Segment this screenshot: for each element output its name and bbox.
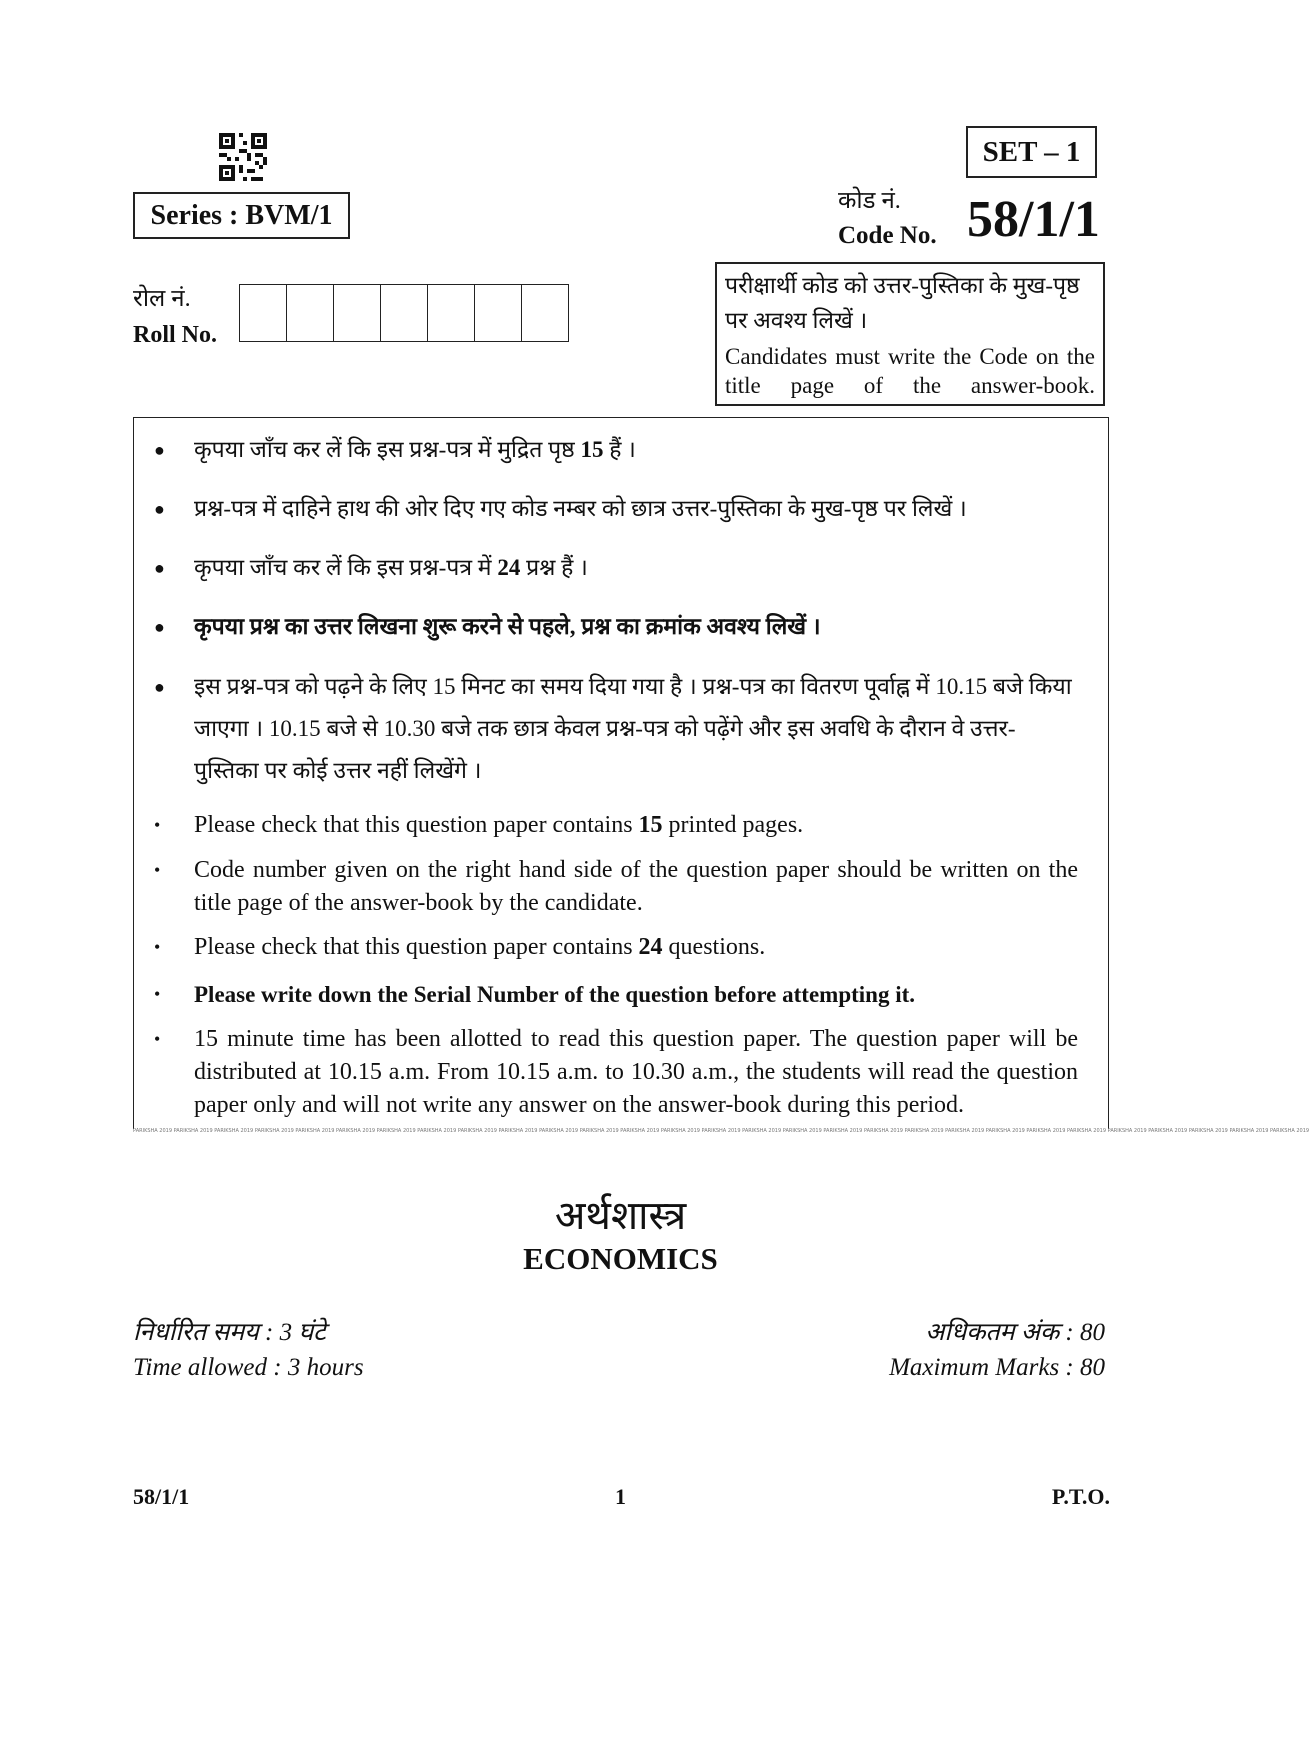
roll-digit-box[interactable] bbox=[428, 285, 475, 341]
time-allowed-hindi: निर्धारित समय : 3 घंटे bbox=[133, 1319, 326, 1346]
watermark-text: PARIKSHA 2019 bbox=[984, 1128, 1025, 1134]
watermark-text: PARIKSHA 2019 bbox=[781, 1128, 822, 1134]
time-allowed-english: Time allowed : 3 hours bbox=[133, 1354, 364, 1381]
instruction-text: कृपया प्रश्न का उत्तर लिखना शुरू करने से पहले, प्रश्न का क्रमांक अवश्य लिखें । bbox=[194, 614, 821, 639]
roll-digit-box[interactable] bbox=[381, 285, 428, 341]
instructions-box bbox=[133, 417, 1109, 1129]
instruction-text: Please check that this question paper contains 24 questions. bbox=[194, 934, 766, 960]
roll-digit-box[interactable] bbox=[240, 285, 287, 341]
instruction-text: कृपया जाँच कर लें कि इस प्रश्न-पत्र में 24 प्रश्न हैं । bbox=[194, 555, 588, 580]
watermark-text: PARIKSHA 2019 bbox=[334, 1128, 376, 1134]
roll-number-grid[interactable] bbox=[239, 284, 569, 342]
maximum-marks-english: Maximum Marks : 80 bbox=[889, 1354, 1105, 1381]
bullet-icon: ● bbox=[154, 440, 165, 460]
watermark-text: PARIKSHA 2019 bbox=[537, 1128, 579, 1134]
page-number: 1 bbox=[615, 1484, 626, 1509]
bullet-icon: ● bbox=[154, 677, 165, 697]
candidate-note-box bbox=[715, 262, 1105, 406]
watermark-text: PARIKSHA 2019 bbox=[699, 1128, 741, 1134]
watermark-text: PARIKSHA 2019 bbox=[253, 1128, 294, 1134]
please-turn-over: P.T.O. bbox=[1051, 1484, 1110, 1509]
code-label-hindi: कोड नं. bbox=[838, 188, 901, 214]
instruction-text: Code number given on the right hand side of the question paper should be written on the title page of the answer-book by the candidate. bbox=[194, 857, 1078, 916]
watermark-text: PARIKSHA 2019 bbox=[293, 1128, 335, 1134]
instruction-text: कृपया जाँच कर लें कि इस प्रश्न-पत्र में मुद्रित पृष्ठ 15 हैं । bbox=[194, 437, 636, 462]
watermark-text: PARIKSHA 2019 bbox=[133, 1128, 173, 1134]
roll-label-hindi: रोल नं. bbox=[133, 286, 191, 312]
watermark-text: PARIKSHA 2019 bbox=[862, 1128, 903, 1134]
bullet-icon: • bbox=[154, 815, 161, 835]
watermark-text: PARIKSHA 2019 bbox=[496, 1128, 538, 1134]
watermark-text: PARIKSHA 2019 bbox=[821, 1128, 863, 1134]
watermark-text: PARIKSHA 2019 bbox=[1146, 1128, 1188, 1134]
series-box: Series : BVM/1 bbox=[133, 192, 350, 239]
code-label-english: Code No. bbox=[838, 222, 937, 249]
watermark-text: PARIKSHA 2019 bbox=[415, 1128, 457, 1134]
roll-label-english: Roll No. bbox=[133, 322, 217, 348]
watermark-text: PARIKSHA 2019 bbox=[578, 1128, 619, 1134]
bullet-icon: • bbox=[154, 1029, 161, 1049]
watermark-text: PARIKSHA 2019 bbox=[173, 1128, 213, 1134]
watermark-text: PARIKSHA 2019 bbox=[1268, 1128, 1309, 1134]
subject-title-hindi: अर्थशास्त्र bbox=[554, 1193, 687, 1238]
instruction-text: Please write down the Serial Number of the question before attempting it. bbox=[194, 982, 916, 1007]
instruction-text: इस प्रश्न-पत्र को पढ़ने के लिए 15 मिनट का समय दिया गया है । प्रश्न-पत्र का वितरण पूर्वाह्न में 10.15 बजे किया जाएगा । 10.15 बजे से 10.30 बजे तक छात्र केवल प्रश्न-पत्र को पढ़ेंगे और इस अवधि के दौरान वे उत्तर-पुस्तिका पर कोई उत्तर नहीं लिखेंगे । bbox=[194, 674, 1072, 783]
watermark-text: PARIKSHA 2019 bbox=[618, 1128, 660, 1134]
watermark-text: PARIKSHA 2019 bbox=[1187, 1128, 1228, 1134]
watermark-text: PARIKSHA 2019 bbox=[1065, 1128, 1107, 1134]
watermark-text: PARIKSHA 2019 bbox=[456, 1128, 497, 1134]
bullet-icon: • bbox=[154, 937, 161, 957]
bullet-icon: ● bbox=[154, 617, 165, 637]
roll-digit-box[interactable] bbox=[522, 285, 569, 341]
footer-code: 58/1/1 bbox=[133, 1484, 190, 1509]
maximum-marks-hindi: अधिकतम अंक : 80 bbox=[925, 1319, 1105, 1346]
candidate-note-english: Candidates must write the Code on the title page of the answer-book. bbox=[725, 344, 1095, 398]
watermark-text: PARIKSHA 2019 bbox=[902, 1128, 944, 1134]
bullet-icon: • bbox=[154, 984, 161, 1004]
watermark-text: PARIKSHA 2019 bbox=[1024, 1128, 1066, 1134]
watermark-text: PARIKSHA 2019 bbox=[740, 1128, 782, 1134]
roll-digit-box[interactable] bbox=[475, 285, 522, 341]
code-number: 58/1/1 bbox=[967, 191, 1100, 248]
set-number-box: SET – 1 bbox=[966, 126, 1097, 178]
watermark-text: PARIKSHA 2019 bbox=[1227, 1128, 1269, 1134]
bullet-icon: ● bbox=[154, 558, 165, 578]
instruction-text: Please check that this question paper contains 15 printed pages. bbox=[194, 812, 804, 838]
roll-digit-box[interactable] bbox=[334, 285, 381, 341]
instruction-text: 15 minute time has been allotted to read this question paper. The question paper will be distributed at 10.15 a.m. From 10.15 a.m. to 10.30 a.m., the students will read the question paper only and will not write any answer on the answer-book during this period. bbox=[194, 1026, 1078, 1118]
roll-digit-box[interactable] bbox=[287, 285, 334, 341]
candidate-note-hindi: परीक्षार्थी कोड को उत्तर-पुस्तिका के मुख-पृष्ठ पर अवश्य लिखें । bbox=[725, 273, 1080, 333]
subject-title-english: ECONOMICS bbox=[523, 1241, 718, 1276]
watermark-text: PARIKSHA 2019 bbox=[659, 1128, 700, 1134]
watermark-strip bbox=[133, 1128, 1309, 1136]
qr-code-icon bbox=[219, 133, 267, 181]
watermark-text: PARIKSHA 2019 bbox=[212, 1128, 254, 1134]
watermark-text: PARIKSHA 2019 bbox=[1106, 1128, 1147, 1134]
bullet-icon: • bbox=[154, 860, 161, 880]
instruction-text: प्रश्न-पत्र में दाहिने हाथ की ओर दिए गए कोड नम्बर को छात्र उत्तर-पुस्तिका के मुख-पृष्ठ पर लिखें । bbox=[194, 496, 967, 521]
watermark-text: PARIKSHA 2019 bbox=[943, 1128, 985, 1134]
bullet-icon: ● bbox=[154, 499, 165, 519]
watermark-text: PARIKSHA 2019 bbox=[375, 1128, 416, 1134]
